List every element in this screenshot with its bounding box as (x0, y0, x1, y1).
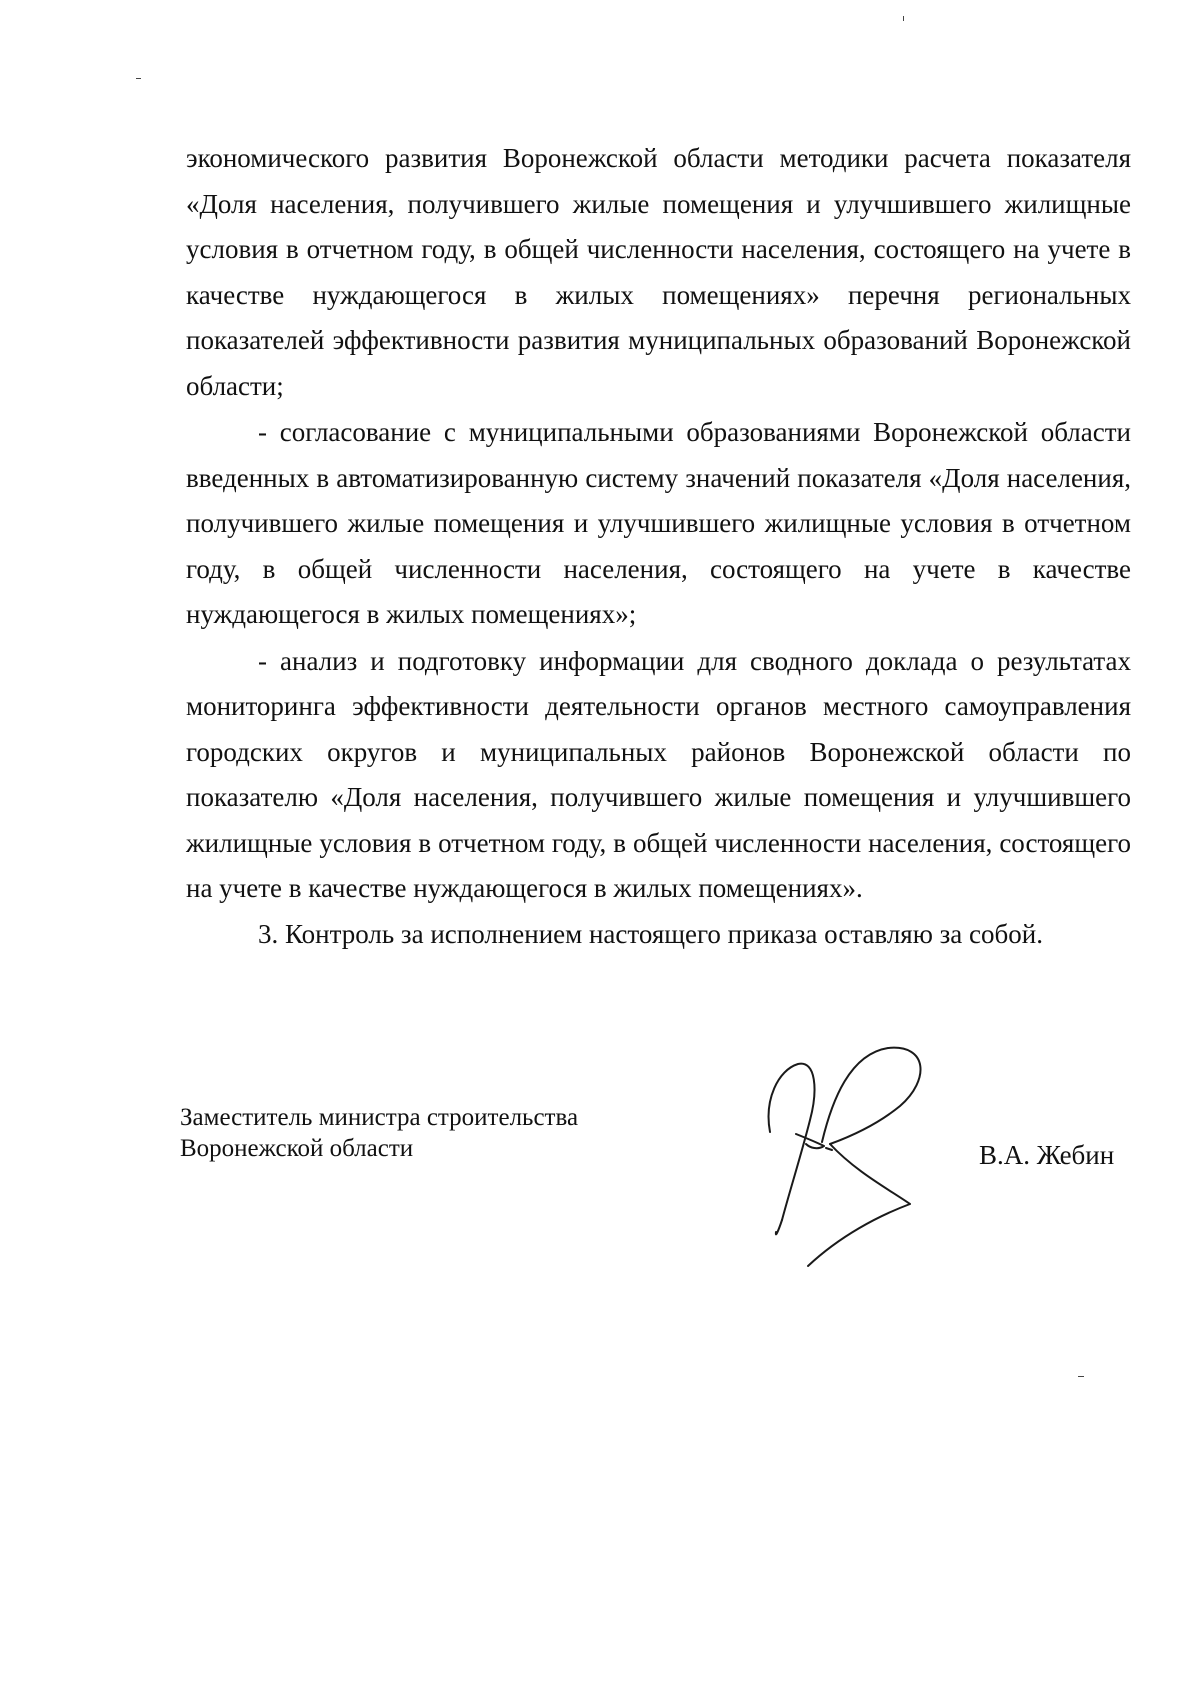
paragraph-analysis: - анализ и подготовку информации для сводного доклада о результатах мониторинга эффективности деятельности органов местного самоуправления городских округов и муниципальных районов Воронежской области по показателю «Доля населения, получившего жилые помещения и улучшившего жилищные условия в отчетном году, в общей численности населения, состоящего на учете в качестве нуждающегося в жилых помещениях». (186, 645, 1131, 903)
document-body (186, 136, 1131, 957)
signer-name: В.А. Жебин (979, 1140, 1115, 1170)
signatory-position (180, 1102, 578, 1164)
scan-speck (903, 16, 904, 21)
scan-speck (1078, 1376, 1084, 1377)
paragraph-control: 3. Контроль за исполнением настоящего приказа оставляю за собой. (258, 918, 1043, 949)
handwritten-signature (760, 1040, 975, 1270)
paragraph-agreement: - согласование с муниципальными образованиями Воронежской области введенных в автоматизированную систему значений показателя «Доля населения, получившего жилые помещения и улучшившего жилищные условия в отчетном году, в общей численности населения, состоящего на учете в качестве нуждающегося в жилых помещениях»; (186, 417, 1131, 629)
position-line-1: Заместитель министра строительства (180, 1104, 579, 1131)
paragraph-methodology: экономического развития Воронежской области методики расчета показателя «Доля населения, получившего жилые помещения и улучшившего жилищные условия в отчетном году, в общей численности населения, состоящего на учете в качестве нуждающегося в жилых помещениях» перечня региональных показателей эффективности развития муниципальных образований Воронежской области; (186, 143, 1131, 401)
scan-speck (136, 78, 141, 79)
position-line-2: Воронежской области (180, 1135, 414, 1162)
